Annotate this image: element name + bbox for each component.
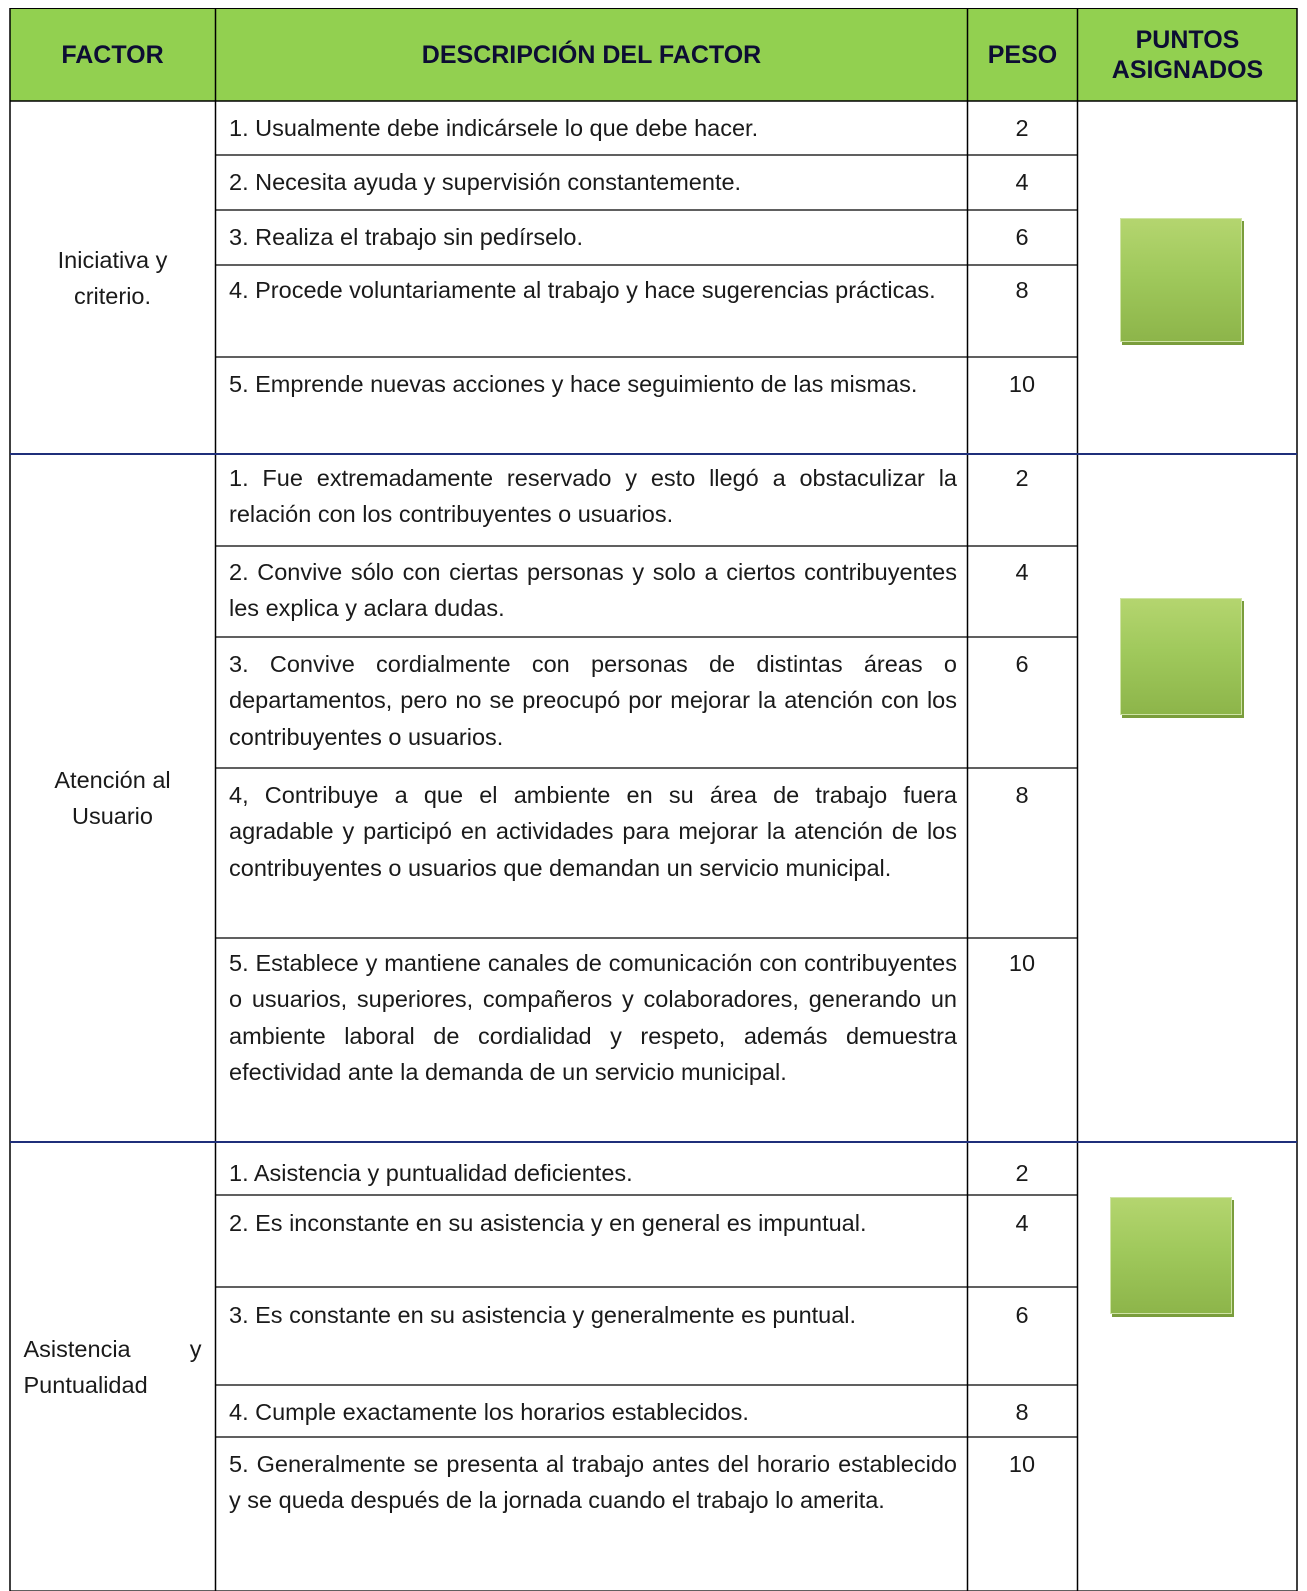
- header-factor-label: FACTOR: [61, 40, 164, 69]
- factor-row-desc: 3. Es constante en su asistencia y generalmente es puntual.: [229, 1302, 857, 1328]
- factor-name-line: Asistencia y: [23, 1335, 202, 1362]
- puntos-asignados-input[interactable]: [1120, 598, 1242, 715]
- factor-row-desc: 1. Asistencia y puntualidad deficientes.: [229, 1160, 633, 1186]
- factor-row-peso: 6: [1015, 1302, 1029, 1328]
- factor-row-desc: 2. Convive sólo con ciertas personas y solo a ciertos contribuyentes les explica y aclara dudas.: [229, 559, 957, 622]
- factor-row-peso: 8: [1015, 782, 1029, 808]
- factor-row-peso: 4: [1015, 169, 1029, 195]
- factor-row-desc: 3. Realiza el trabajo sin pedírselo.: [229, 224, 584, 250]
- factor-name-line: Puntualidad: [23, 1371, 148, 1398]
- factor-row-peso: 2: [1015, 465, 1029, 491]
- puntos-asignados-input[interactable]: [1110, 1197, 1232, 1314]
- factor-name-line: Atención al: [54, 767, 171, 793]
- header-peso-label: PESO: [987, 40, 1058, 69]
- factor-name-iniciativa: [10, 101, 215, 454]
- header-puntos-line1: PUNTOS: [1135, 25, 1240, 54]
- factor-row-peso: 8: [1015, 1399, 1029, 1425]
- factor-row-peso: 6: [1015, 651, 1029, 677]
- factor-row-desc: 5. Establece y mantiene canales de comunicación con contribuyentes o usuarios, superiores, compañeros y colaboradores, generando un ambiente laboral de cordialidad y respeto, además demuestra efectividad ante la demanda de un servicio municipal.: [229, 950, 957, 1085]
- factor-row-desc: 5. Emprende nuevas acciones y hace seguimiento de las mismas.: [229, 371, 918, 397]
- factor-name-line: Iniciativa y: [57, 246, 168, 273]
- factor-row-desc: 2. Necesita ayuda y supervisión constantemente.: [229, 169, 742, 195]
- factor-row-peso: 10: [1008, 950, 1036, 976]
- factor-name-line: Usuario: [72, 803, 153, 829]
- header-descripcion-label: DESCRIPCIÓN DEL FACTOR: [421, 40, 762, 69]
- factor-row-peso: 2: [1015, 1160, 1029, 1186]
- header-puntos-line2: ASIGNADOS: [1111, 55, 1264, 84]
- factor-row-peso: 2: [1015, 115, 1029, 141]
- factor-row-desc: 4. Cumple exactamente los horarios establecidos.: [229, 1399, 749, 1425]
- factor-row-desc: 1. Usualmente debe indicársele lo que debe hacer.: [229, 115, 759, 141]
- factor-row-desc: 2. Es inconstante en su asistencia y en general es impuntual.: [229, 1210, 867, 1236]
- factor-row-desc: 3. Convive cordialmente con personas de distintas áreas o departamentos, pero no se preocupó por mejorar la atención con los contribuyentes o usuarios.: [229, 651, 957, 750]
- factor-row-desc: 5. Generalmente se presenta al trabajo antes del horario establecido y se queda después de la jornada cuando el trabajo lo amerita.: [229, 1451, 957, 1514]
- factor-row-peso: 4: [1015, 559, 1029, 585]
- factor-row-desc: 4, Contribuye a que el ambiente en su área de trabajo fuera agradable y participó en actividades para mejorar la atención de los contribuyentes o usuarios que demandan un servicio municipal.: [229, 782, 957, 881]
- factor-row-desc: 1. Fue extremadamente reservado y esto llegó a obstaculizar la relación con los contribuyentes o usuarios.: [229, 465, 957, 528]
- factor-row-peso: 10: [1008, 1451, 1036, 1477]
- factor-row-peso: 6: [1015, 224, 1029, 250]
- puntos-asignados-input[interactable]: [1120, 218, 1242, 342]
- factor-name-atencion: [10, 454, 215, 1142]
- factor-row-peso: 10: [1008, 371, 1036, 397]
- factor-row-desc: 4. Procede voluntariamente al trabajo y hace sugerencias prácticas.: [229, 277, 936, 303]
- factor-row-peso: 8: [1015, 277, 1029, 303]
- factor-row-peso: 4: [1015, 1210, 1029, 1236]
- factor-name-asistencia: [10, 1142, 215, 1591]
- factor-name-line: criterio.: [73, 282, 152, 309]
